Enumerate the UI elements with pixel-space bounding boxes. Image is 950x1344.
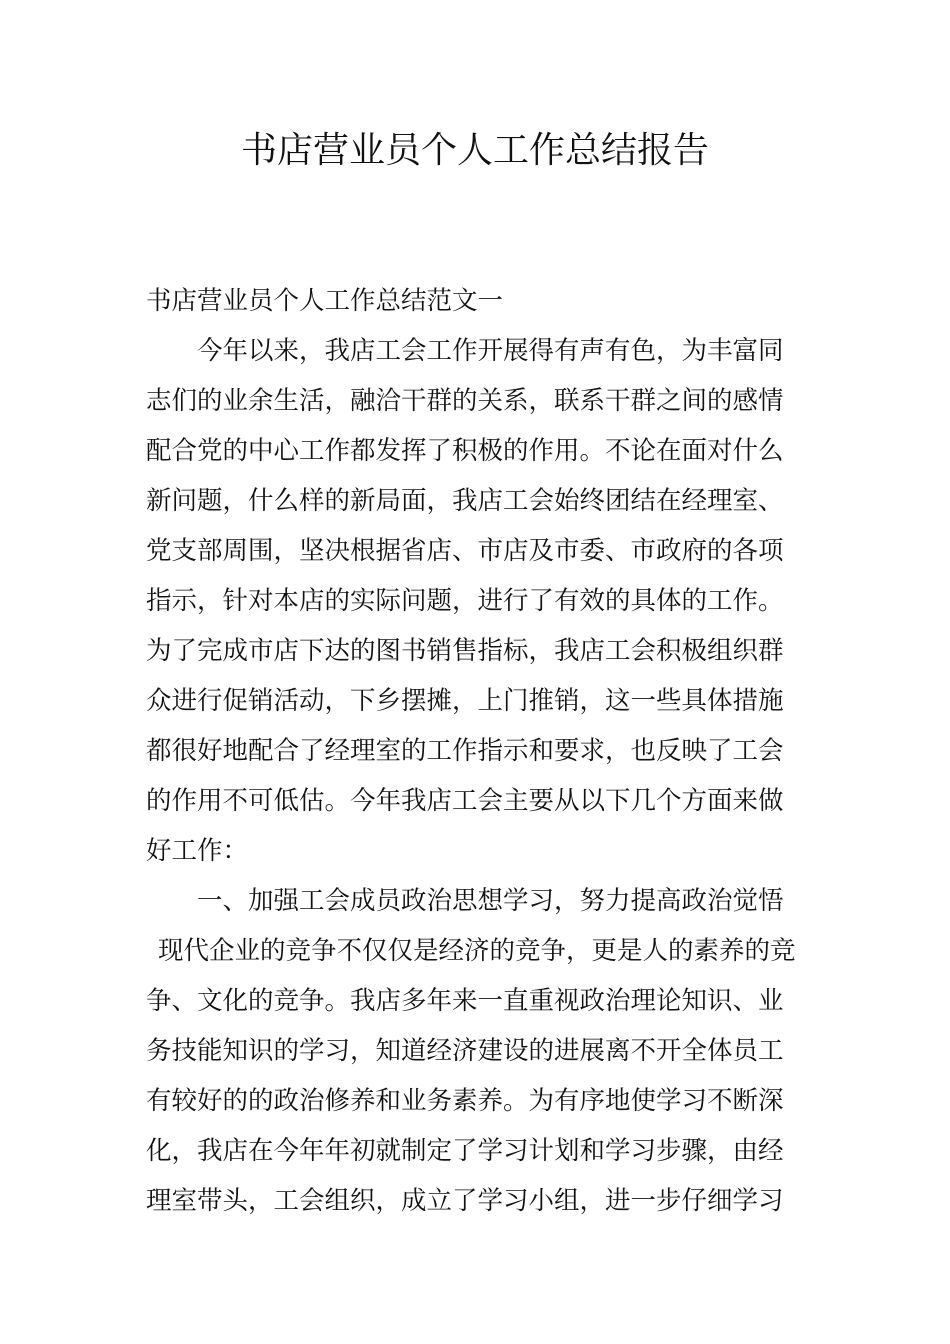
paragraph-line: 为了完成市店下达的图书销售指标，我店工会积极组织群 [146,636,784,666]
paragraph-line: 今年以来，我店工会工作开展得有声有色，为丰富同 [197,336,784,366]
paragraph-line: 众进行促销活动，下乡摆摊，上门推销，这一些具体措施 [146,686,784,716]
subsection-heading: 一、加强工会成员政治思想学习，努力提高政治觉悟 [197,886,784,916]
document-body [146,276,806,1226]
paragraph-line: 好工作： [146,836,249,866]
paragraph-line: 化，我店在今年年初就制定了学习计划和学习步骤，由经 [146,1136,784,1166]
paragraph-line: 指示，针对本店的实际问题，进行了有效的具体的工作。 [146,586,784,616]
paragraph-line: 志们的业余生活，融洽干群的关系，联系干群之间的感情 [146,386,784,416]
document-title: 书店营业员个人工作总结报告 [240,130,709,171]
paragraph-line: 有较好的的政治修养和业务素养。为有序地使学习不断深 [146,1086,784,1116]
paragraph-line: 的作用不可低估。今年我店工会主要从以下几个方面来做 [146,786,784,816]
paragraph-line: 新问题，什么样的新局面，我店工会始终团结在经理室、 [146,486,784,516]
paragraph-line: 现代企业的竞争不仅仅是经济的竞争，更是人的素养的竞 [158,936,796,966]
paragraph-line: 党支部周围，坚决根据省店、市店及市委、市政府的各项 [146,536,784,566]
paragraph-line: 争、文化的竞争。我店多年来一直重视政治理论知识、业 [146,986,784,1016]
paragraph-line: 务技能知识的学习，知道经济建设的进展离不开全体员工 [146,1036,784,1066]
paragraph-line: 理室带头，工会组织，成立了学习小组，进一步仔细学习 [146,1186,784,1216]
paragraph-line: 都很好地配合了经理室的工作指示和要求，也反映了工会 [146,736,784,766]
paragraph-line: 配合党的中心工作都发挥了积极的作用。不论在面对什么 [146,436,784,466]
section-heading: 书店营业员个人工作总结范文一 [146,286,504,316]
